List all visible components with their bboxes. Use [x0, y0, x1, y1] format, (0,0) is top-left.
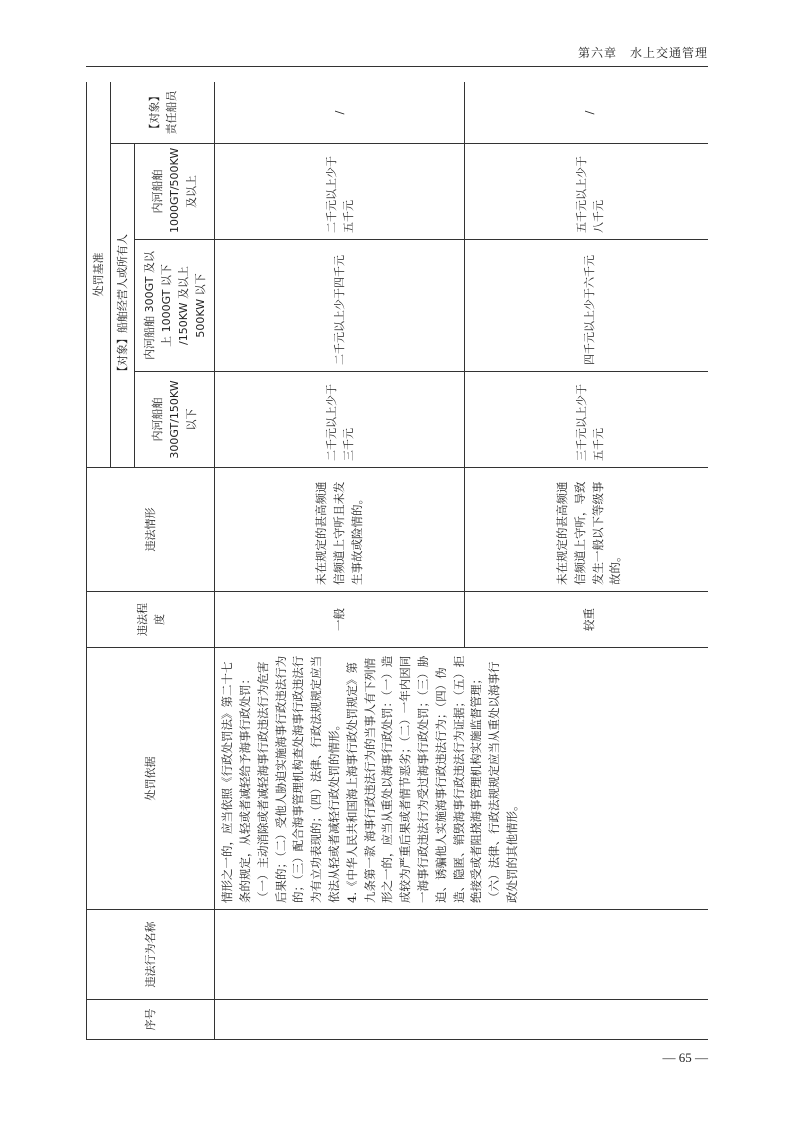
basis-paragraph: 情形之一的，应当依照《行政处罚法》第二十七条的规定，从轻或者减轻给予海事行政处罚：（一）主动消除或者减轻海事行政违法行为危害后果的；（二）受他人胁迫实施海事行政违法行为的；（三）配合海事管理机构查处海事行政违法行为有立功表现的；（四）法律、行政法规规定应当依法从轻或者减轻行政处罚的情形。	[220, 655, 341, 903]
running-head: 第六章 水上交通管理	[577, 46, 708, 60]
header-name: 违法行为名称	[87, 910, 215, 1000]
penalty-standard-table	[86, 82, 708, 1040]
cell-name	[215, 910, 708, 1000]
page-number: — 65 —	[662, 1050, 708, 1065]
basis-paragraph: 4.《中华人民共和国海上海事行政处罚规定》第九条第一款 海事行政违法行为的当事人有下列情形之一的，应当从重处以海事行政处罚：（一）造成较为严重后果或者情节恶劣；（二）一年内因同一海事行政违法行为受过海事行政处罚；（三）胁迫、诱骗他人实施海事行政违法行为；（四）伪造、隐匿、销毁海事行政违法行为证据；（五）拒绝接受或者阻挠海事管理机构实施监督管理；（六）法律、行政法规规定应当从重处以海事行政处罚的其他情形。	[344, 655, 520, 903]
header-standard: 处罚基准	[87, 82, 111, 468]
header-rule	[86, 66, 708, 67]
cell-seq	[215, 1000, 708, 1040]
cell-degree: 较重	[465, 592, 708, 648]
cell-fine-medium: 二千元以上少于四千元	[215, 240, 465, 372]
cell-circumstance: 未在规定的甚高频通信频道上守听且未发生事故或险情的。	[215, 468, 465, 592]
cell-basis	[215, 648, 708, 910]
header-seq: 序号	[87, 1000, 215, 1040]
cell-fine-large: 二千元以上少于五千元	[215, 144, 465, 240]
cell-circumstance: 未在规定的甚高频通信频道上守听，导致发生一般以下等级事故的。	[465, 468, 708, 592]
cell-fine-small: 二千元以上少于三千元	[215, 372, 465, 468]
header-vessel-medium: 内河船舶 300GT 及以上 1000GT 以下 /150KW 及以上 500KW 以下	[135, 240, 215, 372]
table-row	[215, 82, 465, 1040]
cell-fine-large: 五千元以上少于八千元	[465, 144, 708, 240]
cell-crew: /	[215, 82, 465, 144]
header-target-owner: 【对象】船舶经营人或所有人	[111, 144, 135, 468]
header-circumstance: 违法情形	[87, 468, 215, 592]
header-basis: 处罚依据	[87, 648, 215, 910]
header-target-crew: 【对象】责任船员	[111, 82, 215, 144]
cell-fine-medium: 四千元以上少于六千元	[465, 240, 708, 372]
cell-degree: 一般	[215, 592, 465, 648]
header-vessel-large: 内河船舶 1000GT/500KW 及以上	[135, 144, 215, 240]
header-vessel-small: 内河船舶 300GT/150KW 以下	[135, 372, 215, 468]
cell-fine-small: 三千元以上少于五千元	[465, 372, 708, 468]
table-area	[86, 82, 708, 1040]
rotated-table-container	[86, 82, 708, 1040]
header-degree: 违法程度	[87, 592, 215, 648]
cell-crew: /	[465, 82, 708, 144]
